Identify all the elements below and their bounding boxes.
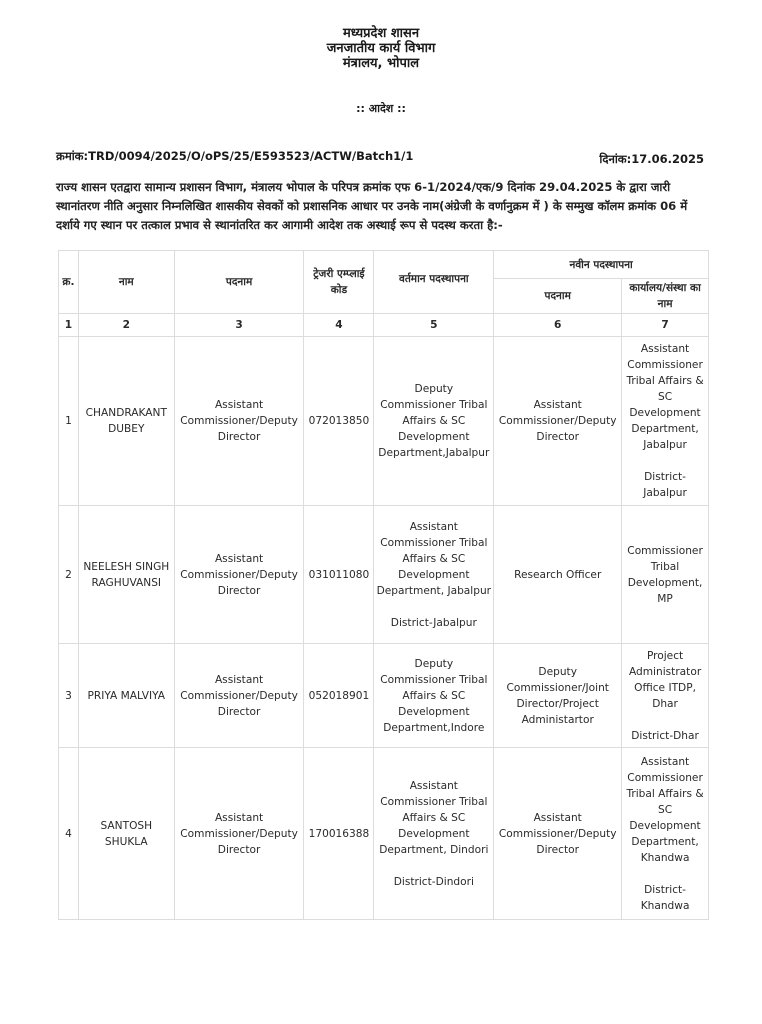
- document-header: [0, 26, 762, 71]
- header-designation: पदनाम: [174, 251, 304, 314]
- table-row: [59, 748, 709, 920]
- cell-new-office: Assistant Commissioner Tribal Affairs & SC Development Department, Khandwa District-Khandwa: [622, 748, 709, 920]
- cell-new-office: Assistant Commissioner Tribal Affairs & SC Development Department, Jabalpur District-Jabalpur: [622, 337, 709, 506]
- cell-designation: Assistant Commissioner/Deputy Director: [174, 644, 304, 748]
- column-number: 7: [622, 314, 709, 337]
- cell-new-designation: Assistant Commissioner/Deputy Director: [494, 337, 622, 506]
- transfer-table: [58, 250, 709, 920]
- cell-designation: Assistant Commissioner/Deputy Director: [174, 506, 304, 644]
- column-number: 6: [494, 314, 622, 337]
- government-name: मध्यप्रदेश शासन: [342, 26, 420, 41]
- column-number: 4: [304, 314, 374, 337]
- department-name: जनजातीय कार्य विभाग: [326, 41, 436, 56]
- table-row: [59, 644, 709, 748]
- cell-new-office: Commissioner Tribal Development, MP: [622, 506, 709, 644]
- cell-current-posting: Deputy Commissioner Tribal Affairs & SC Development Department,Indore: [374, 644, 494, 748]
- cell-serial: 4: [59, 748, 79, 920]
- order-paragraph: राज्य शासन एतद्वारा सामान्य प्रशासन विभाग, मंत्रालय भोपाल के परिपत्र क्रमांक एफ 6-1/2024/एक/9 दिनांक 29.04.2025 के द्वारा जारी स्थानांतरण नीति अनुसार निम्नलिखित शासकीय सेवकों को प्रशासनिक आधार पर उनके नाम(अंग्रेजी के वर्णानुक्रम में ) के सम्मुख कॉलम क्रमांक 06 में दर्शाये गए स्थान पर तत्काल प्रभाव से स्थानांतरित कर आगामी आदेश तक अस्थाई रूप से पदस्थ करता है:-: [56, 180, 688, 232]
- cell-treasury-code: 052018901: [304, 644, 374, 748]
- cell-name: PRIYA MALVIYA: [78, 644, 174, 748]
- column-number: 2: [78, 314, 174, 337]
- header-new-posting: नवीन पदस्थापना: [494, 251, 709, 279]
- column-number: 1: [59, 314, 79, 337]
- cell-serial: 2: [59, 506, 79, 644]
- cell-treasury-code: 170016388: [304, 748, 374, 920]
- cell-new-designation: Research Officer: [494, 506, 622, 644]
- cell-new-designation: Deputy Commissioner/Joint Director/Project Administartor: [494, 644, 622, 748]
- column-number: 5: [374, 314, 494, 337]
- ministry-location: मंत्रालय, भोपाल: [342, 56, 420, 71]
- column-number: 3: [174, 314, 304, 337]
- cell-name: NEELESH SINGH RAGHUVANSI: [78, 506, 174, 644]
- header-new-office: कार्यालय/संस्था का नाम: [622, 279, 709, 314]
- cell-serial: 1: [59, 337, 79, 506]
- cell-current-posting: Assistant Commissioner Tribal Affairs & SC Development Department, Dindori District-Dindori: [374, 748, 494, 920]
- header-treasury-code: ट्रेजरी एम्प्लाई कोड: [304, 251, 374, 314]
- cell-designation: Assistant Commissioner/Deputy Director: [174, 748, 304, 920]
- header-new-designation: पदनाम: [494, 279, 622, 314]
- cell-designation: Assistant Commissioner/Deputy Director: [174, 337, 304, 506]
- cell-new-office: Project Administrator Office ITDP, Dhar District-Dhar: [622, 644, 709, 748]
- table-row: [59, 506, 709, 644]
- cell-new-designation: Assistant Commissioner/Deputy Director: [494, 748, 622, 920]
- cell-current-posting: Deputy Commissioner Tribal Affairs & SC Development Department,Jabalpur: [374, 337, 494, 506]
- cell-name: SANTOSH SHUKLA: [78, 748, 174, 920]
- cell-current-posting: Assistant Commissioner Tribal Affairs & SC Development Department, Jabalpur District-Jabalpur: [374, 506, 494, 644]
- cell-serial: 3: [59, 644, 79, 748]
- header-name: नाम: [78, 251, 174, 314]
- cell-treasury-code: 031011080: [304, 506, 374, 644]
- cell-name: CHANDRAKANT DUBEY: [78, 337, 174, 506]
- reference-number: क्रमांक:TRD/0094/2025/O/oPS/25/E593523/ACTW/Batch1/1: [56, 149, 414, 163]
- header-current-posting: वर्तमान पदस्थापना: [374, 251, 494, 314]
- order-date: दिनांक:17.06.2025: [599, 152, 704, 166]
- order-title: :: आदेश ::: [356, 102, 406, 115]
- table-row: [59, 337, 709, 506]
- cell-treasury-code: 072013850: [304, 337, 374, 506]
- header-serial: क्र.: [59, 251, 79, 314]
